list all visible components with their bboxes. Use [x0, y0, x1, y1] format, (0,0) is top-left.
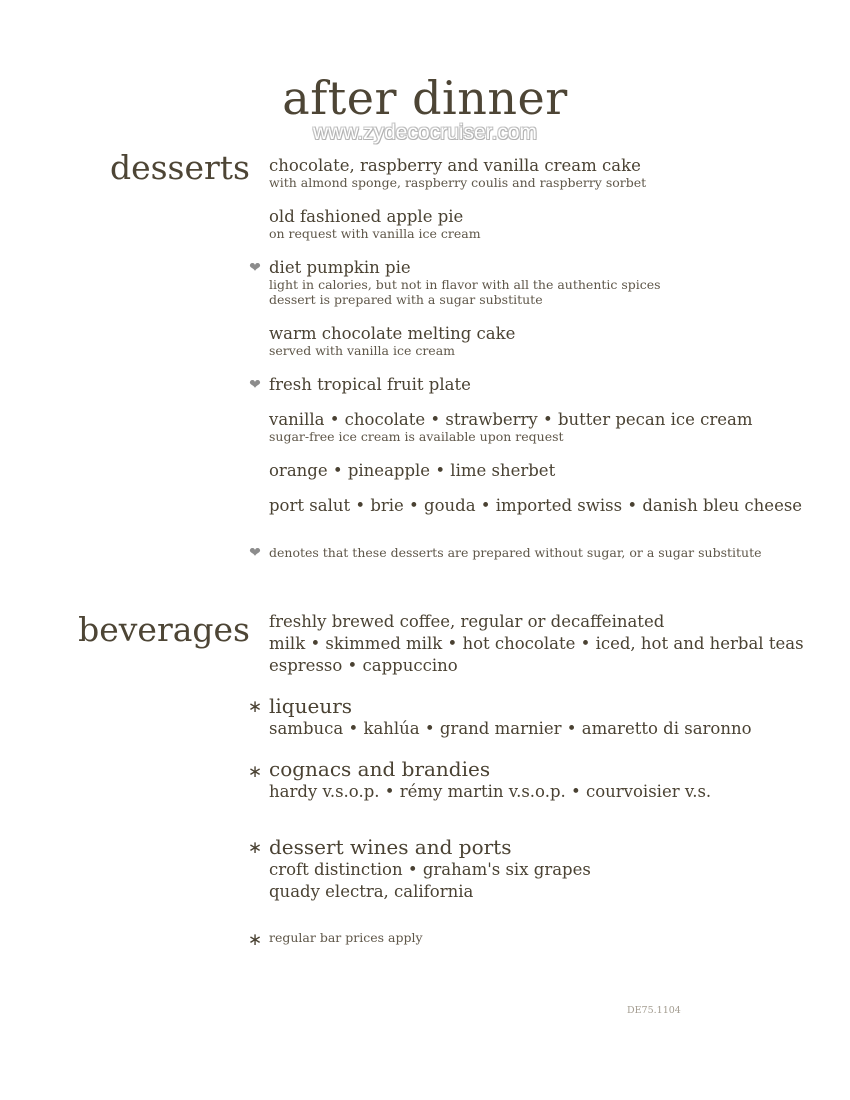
dessert-description: served with vanilla ice cream	[269, 343, 455, 358]
dessert-description: sugar-free ice cream is available upon request	[269, 429, 564, 444]
dessert-item	[269, 410, 829, 444]
dessert-item	[269, 496, 829, 515]
asterisk-icon: ∗	[247, 838, 263, 858]
beverage-line: freshly brewed coffee, regular or decaffeinated	[269, 612, 665, 631]
beverage-group	[269, 835, 829, 903]
beverage-group	[269, 694, 829, 740]
asterisk-icon: ∗	[247, 697, 263, 717]
dessert-name: fresh tropical fruit plate	[269, 375, 471, 394]
beverage-group-heading: dessert wines and ports	[269, 835, 512, 859]
desserts-note-text: denotes that these desserts are prepared without sugar, or a sugar substitute	[269, 545, 762, 560]
beverage-group-heading: cognacs and brandies	[269, 757, 491, 781]
menu-code: DE75.1104	[627, 1005, 681, 1016]
dessert-name: orange • pineapple • lime sherbet	[269, 461, 556, 480]
watermark: www.zydecocruiser.com	[312, 121, 538, 144]
dessert-item	[269, 375, 829, 394]
beverage-group	[269, 757, 829, 803]
dessert-name: diet pumpkin pie	[269, 258, 411, 277]
dessert-item	[269, 324, 829, 358]
beverage-line: sambuca • kahlúa • grand marnier • amaretto di saronno	[269, 719, 752, 738]
beverage-basics	[269, 611, 829, 677]
asterisk-icon: ∗	[247, 930, 263, 950]
dessert-name: vanilla • chocolate • strawberry • butter pecan ice cream	[269, 410, 753, 429]
desserts-heading: desserts	[109, 148, 250, 187]
page-title: after dinner	[282, 71, 568, 125]
beverage-line: quady electra, california	[269, 882, 474, 901]
beverage-line: espresso • cappuccino	[269, 656, 458, 675]
dessert-item	[269, 258, 829, 307]
asterisk-icon: ∗	[247, 762, 263, 782]
heart-icon: ❤	[249, 377, 261, 393]
heart-icon: ❤	[249, 545, 261, 561]
beverage-group-heading: liqueurs	[269, 694, 353, 718]
dessert-description: with almond sponge, raspberry coulis and raspberry sorbet	[269, 175, 647, 190]
dessert-name: old fashioned apple pie	[269, 207, 464, 226]
dessert-item	[269, 156, 829, 190]
dessert-description: light in calories, but not in flavor with all the authentic spices	[269, 277, 661, 292]
beverage-line: croft distinction • graham's six grapes	[269, 860, 591, 879]
dessert-name: warm chocolate melting cake	[269, 324, 516, 343]
desserts-note	[269, 545, 829, 560]
dessert-name: chocolate, raspberry and vanilla cream cake	[269, 156, 641, 175]
dessert-item	[269, 461, 829, 480]
beverages-note-text: regular bar prices apply	[269, 930, 423, 945]
dessert-description: on request with vanilla ice cream	[269, 226, 481, 241]
dessert-item	[269, 207, 829, 241]
beverage-line: milk • skimmed milk • hot chocolate • iced, hot and herbal teas	[269, 634, 804, 653]
beverage-line: hardy v.s.o.p. • rémy martin v.s.o.p. • courvoisier v.s.	[269, 782, 712, 801]
heart-icon: ❤	[249, 260, 261, 276]
dessert-name: port salut • brie • gouda • imported swiss • danish bleu cheese	[269, 496, 803, 515]
beverages-heading: beverages	[78, 610, 250, 649]
beverages-note	[269, 930, 829, 945]
dessert-description: dessert is prepared with a sugar substitute	[269, 292, 543, 307]
